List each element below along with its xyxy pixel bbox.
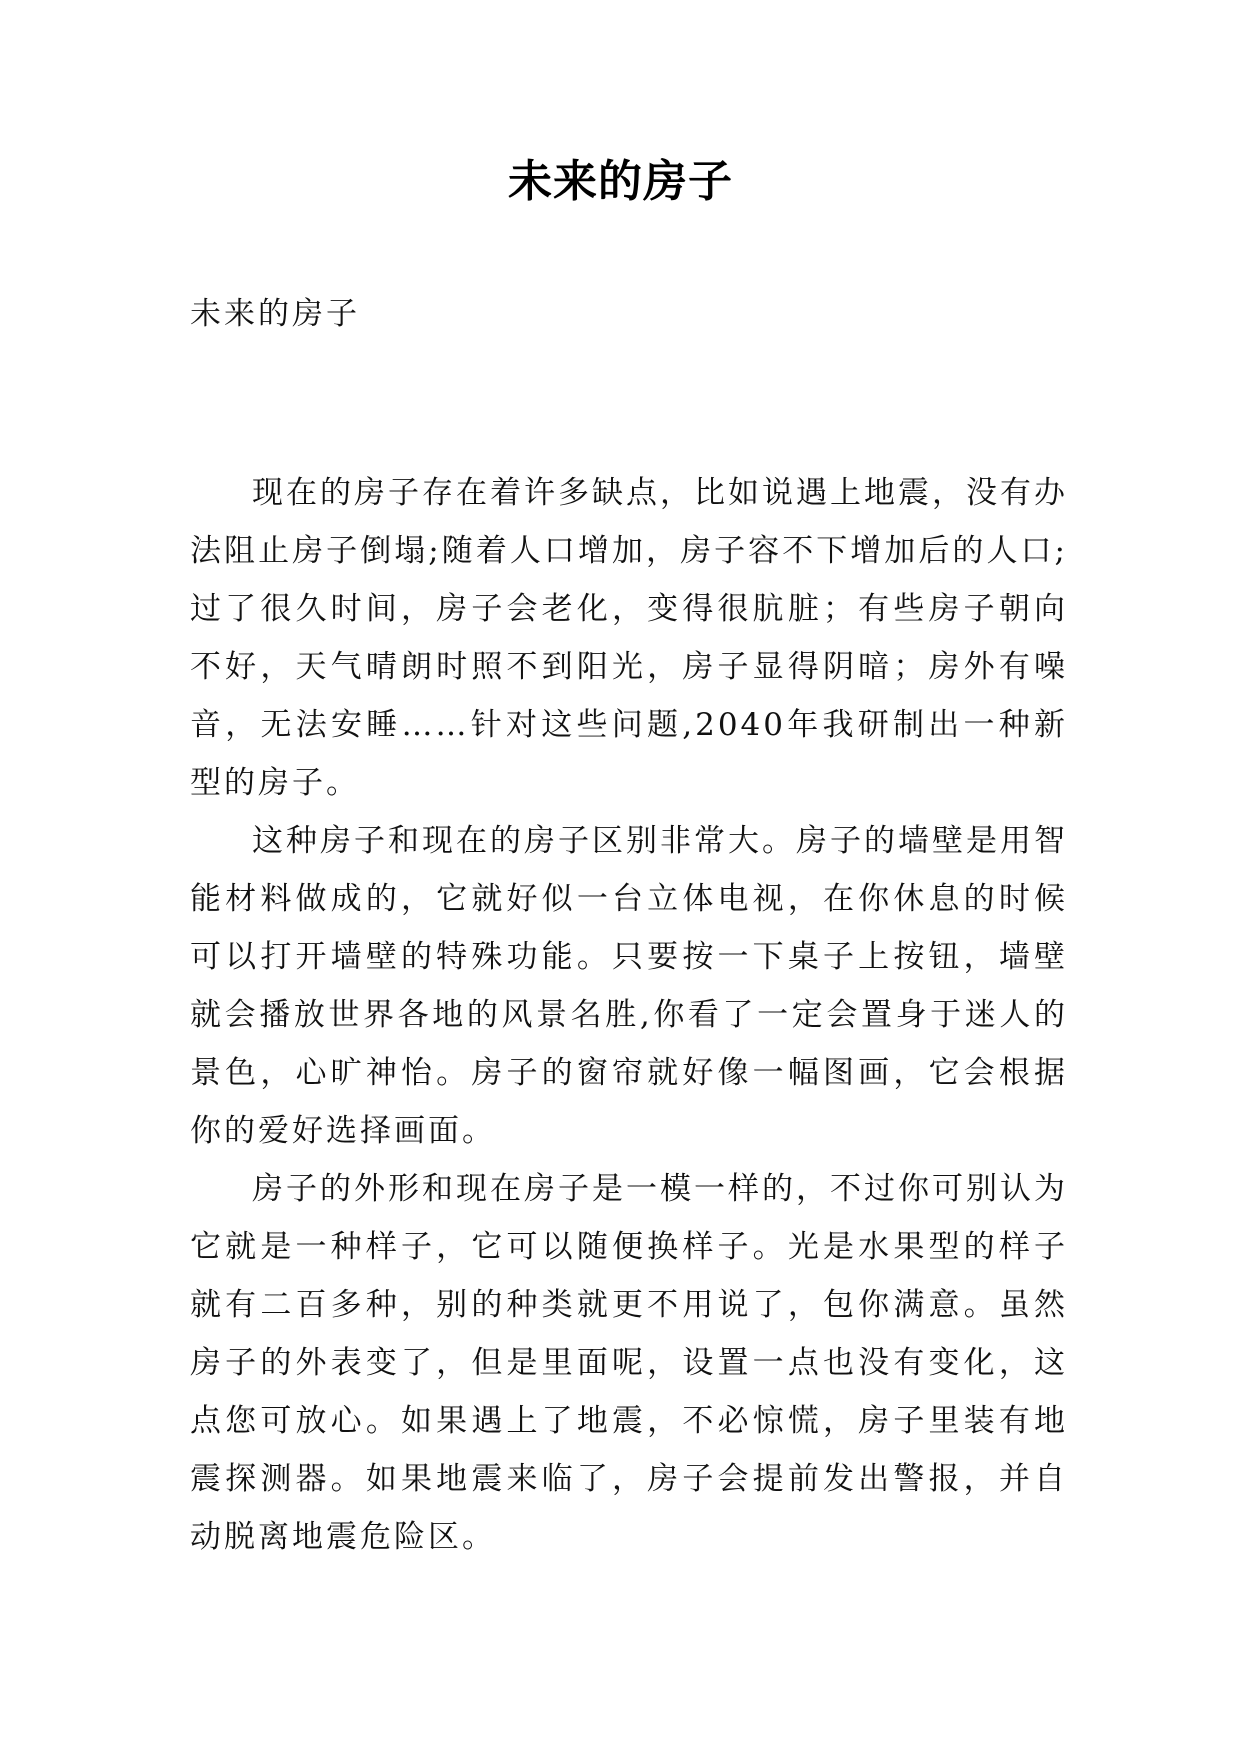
document-body <box>190 464 1068 1566</box>
paragraph-3: 房子的外形和现在房子是一模一样的，不过你可别认为它就是一种样子，它可以随便换样子。光是水果型的样子就有二百多种，别的种类就更不用说了，包你满意。虽然房子的外表变了，但是里面呢，设置一点也没有变化，这点您可放心。如果遇上了地震，不必惊慌，房子里装有地震探测器。如果地震来临了，房子会提前发出警报，并自动脱离地震危险区。 <box>190 1171 1068 1555</box>
document-title: 未来的房子 <box>508 156 733 207</box>
paragraph-1: 现在的房子存在着许多缺点，比如说遇上地震，没有办法阻止房子倒塌;随着人口增加，房子容不下增加后的人口;过了很久时间，房子会老化，变得很肮脏；有些房子朝向不好，天气晴朗时照不到阳光，房子显得阴暗；房外有噪音，无法安睡……针对这些问题,2040年我研制出一种新型的房子。 <box>190 475 1068 801</box>
paragraph-2: 这种房子和现在的房子区别非常大。房子的墙壁是用智能材料做成的，它就好似一台立体电视，在你休息的时候可以打开墙壁的特殊功能。只要按一下桌子上按钮，墙壁就会播放世界各地的风景名胜,你看了一定会置身于迷人的景色，心旷神怡。房子的窗帘就好像一幅图画，它会根据你的爱好选择画面。 <box>190 823 1068 1149</box>
document-subtitle: 未来的房子 <box>190 296 360 332</box>
